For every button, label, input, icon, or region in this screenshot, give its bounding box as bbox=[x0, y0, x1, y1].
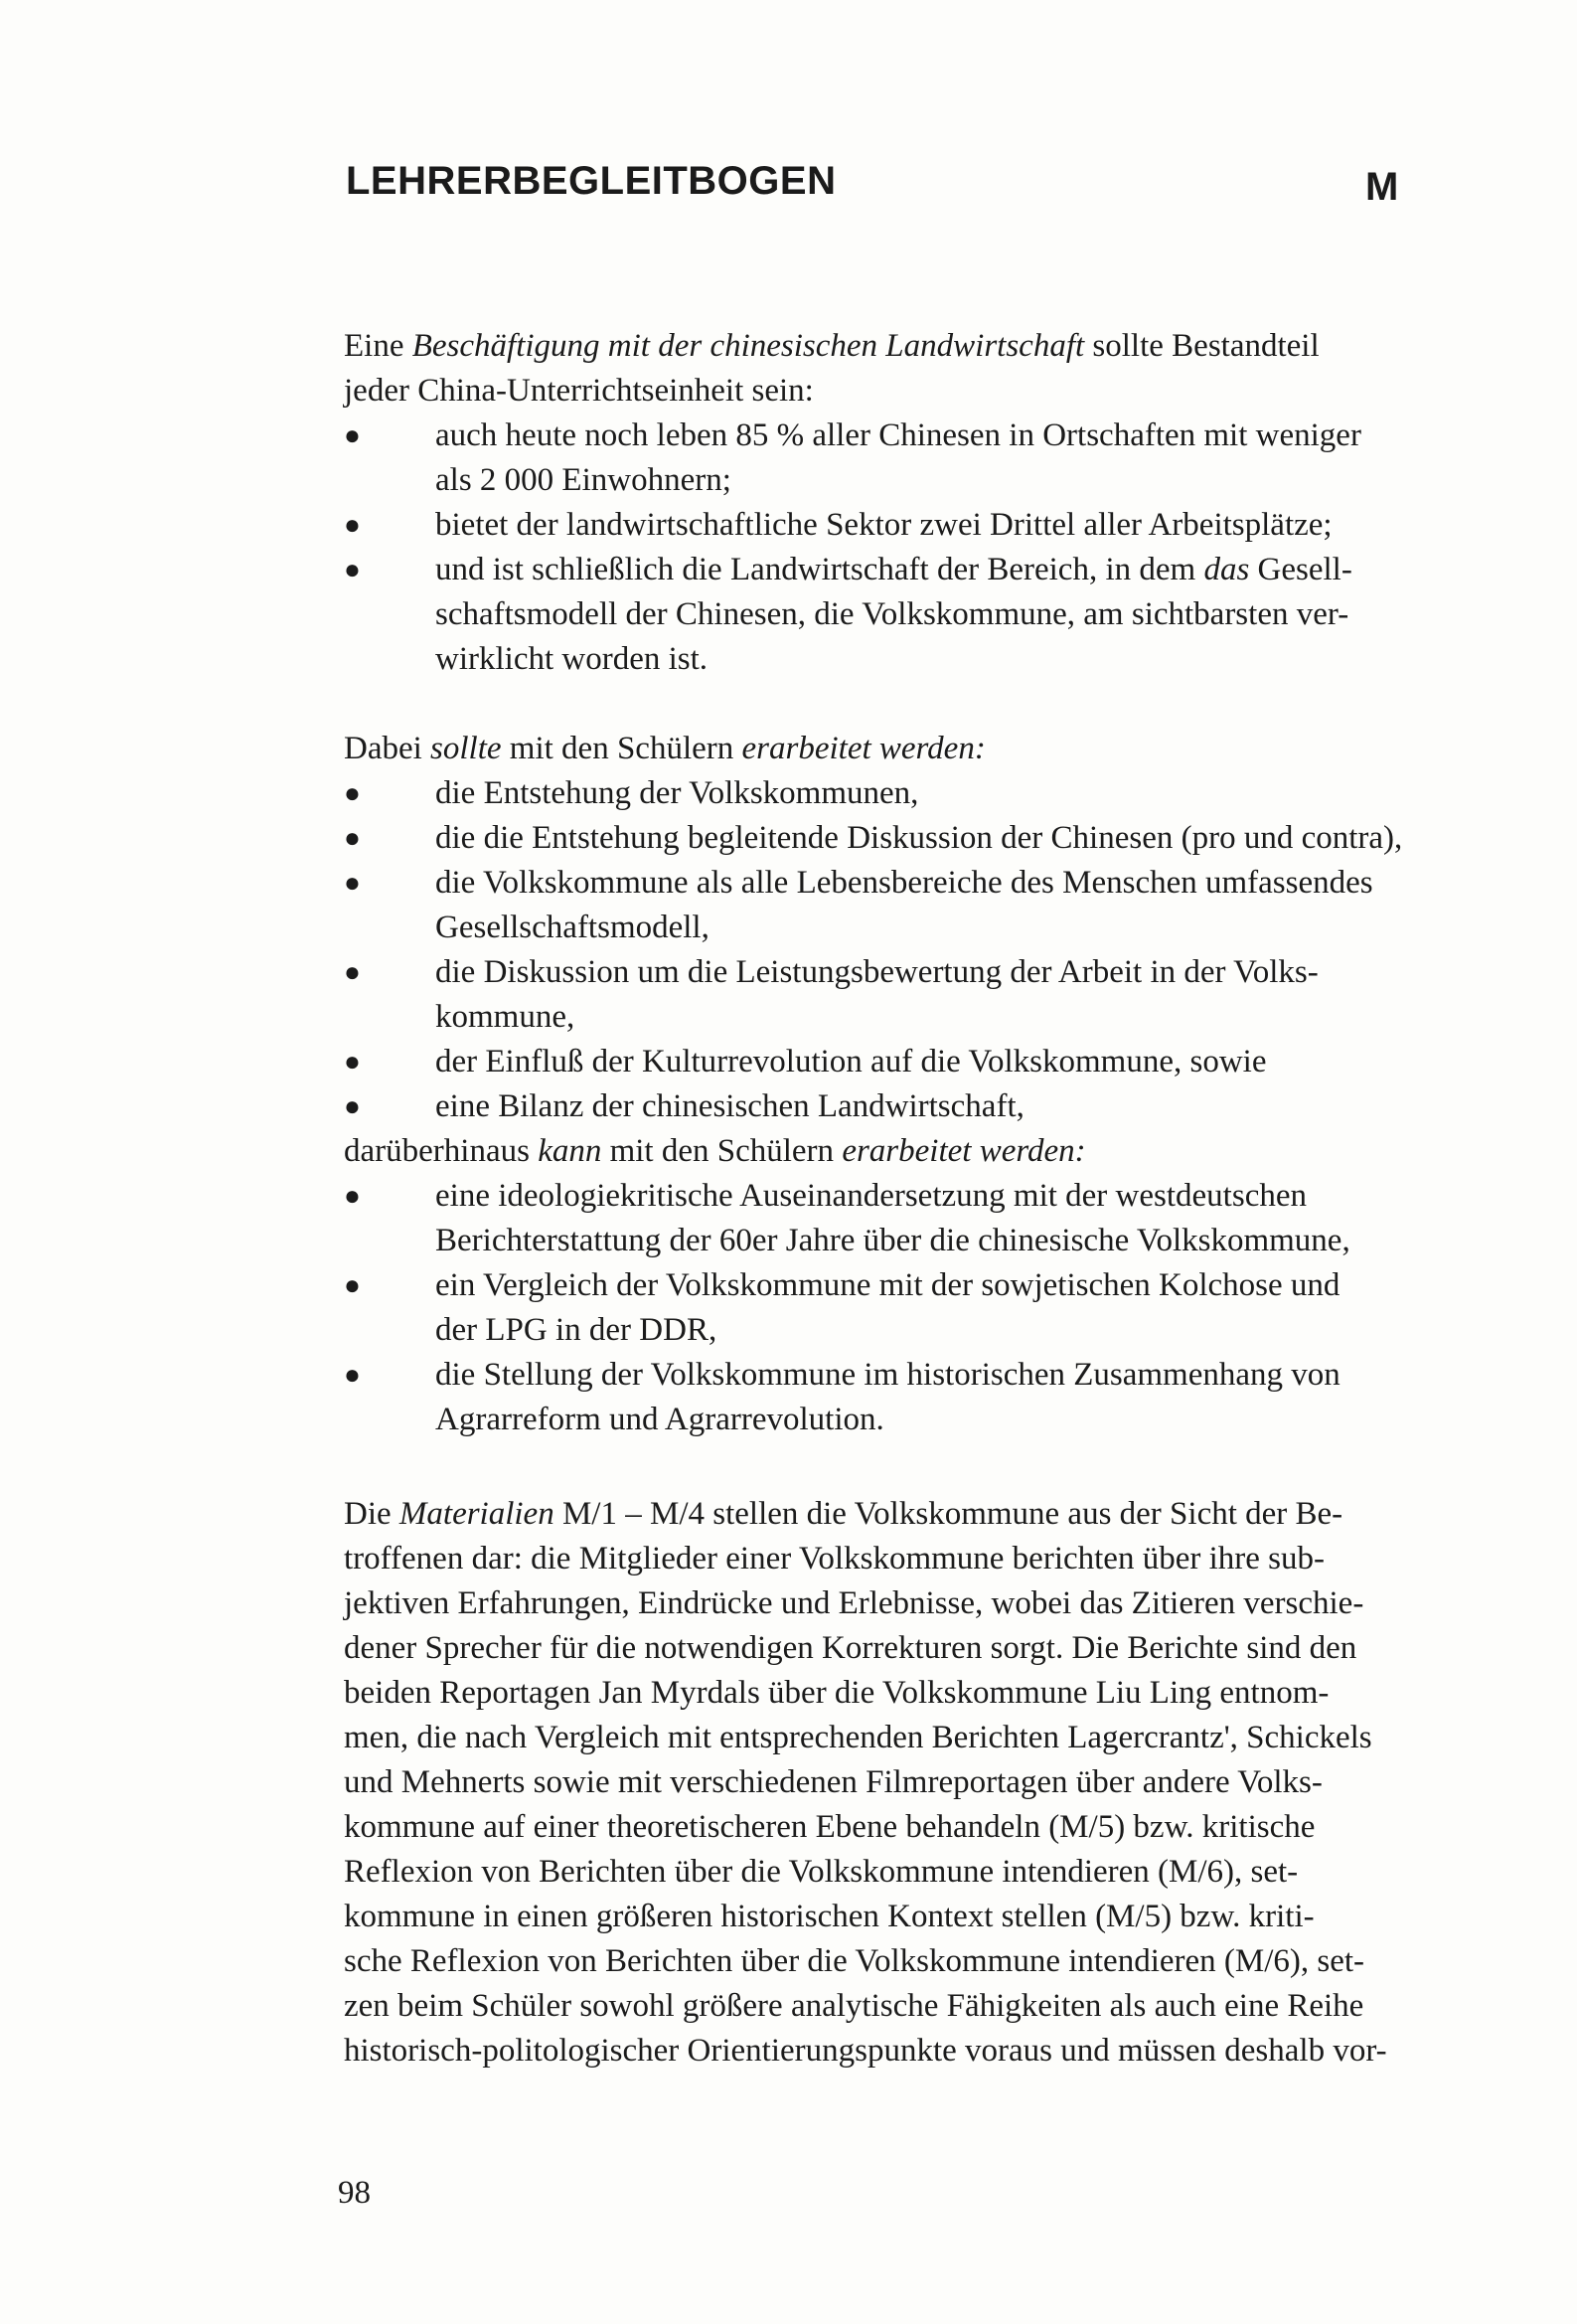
section2-optional-bullet-item: ● ein Vergleich der Volkskommune mit der sowjetischen Kolchose und der LPG in der DDR, bbox=[344, 1263, 1511, 1353]
bullet-icon: ● bbox=[344, 510, 361, 541]
page-header-title: LEHRERBEGLEITBOGEN bbox=[346, 159, 837, 203]
section3-line: jektiven Erfahrungen, Eindrücke und Erlebnisse, wobei das Zitieren verschie- bbox=[344, 1585, 1364, 1621]
bullet-icon: ● bbox=[344, 778, 361, 809]
section2-bullet-item: ● eine Bilanz der chinesischen Landwirtschaft, bbox=[344, 1084, 1511, 1129]
page-header-code: M bbox=[1365, 165, 1399, 209]
section2-bullet-item: ● der Einfluß der Kulturrevolution auf die Volkskommune, sowie bbox=[344, 1040, 1511, 1084]
bullet-icon: ● bbox=[344, 868, 361, 899]
section3-line: Reflexion von Berichten über die Volkskommune intendieren (M/6), set- bbox=[344, 1854, 1299, 1890]
bullet-icon: ● bbox=[344, 1091, 361, 1122]
intro-line-2: jeder China-Unterrichtseinheit sein: bbox=[344, 373, 814, 409]
section3-line: kommune auf einer theoretischeren Ebene behandeln (M/5) bzw. kritische bbox=[344, 1809, 1316, 1845]
bullet-icon: ● bbox=[344, 823, 361, 854]
section3-line: beiden Reportagen Jan Myrdals über die Volkskommune Liu Ling entnom- bbox=[344, 1675, 1330, 1711]
bullet-icon: ● bbox=[344, 555, 361, 585]
intro-emphasis: Beschäftigung mit der chinesischen Landwirtschaft bbox=[411, 328, 1085, 364]
bullet-icon: ● bbox=[344, 1047, 361, 1078]
section3-line-1: Die Materialien M/1 – M/4 stellen die Volkskommune aus der Sicht der Be- bbox=[344, 1496, 1343, 1532]
section3-line: kommune in einen größeren historischen Kontext stellen (M/5) bzw. kriti- bbox=[344, 1899, 1315, 1934]
section2-bullet-item: ● die Entstehung der Volkskommunen, bbox=[344, 771, 1511, 816]
section3-line: troffenen dar: die Mitglieder einer Volkskommune berichten über ihre sub- bbox=[344, 1541, 1325, 1577]
section3-line: und Mehnerts sowie mit verschiedenen Filmreportagen über andere Volks- bbox=[344, 1764, 1323, 1800]
section2-bullet-item: ● die Volkskommune als alle Lebensbereiche des Menschen umfassendes Gesellschaftsmodell, bbox=[344, 861, 1511, 950]
intro-line-1: Eine Beschäftigung mit der chinesischen Landwirtschaft sollte Bestandteil bbox=[344, 328, 1320, 364]
section3-line: zen beim Schüler sowohl größere analytische Fähigkeiten als auch eine Reihe bbox=[344, 1988, 1364, 2024]
bullet-icon: ● bbox=[344, 1270, 361, 1301]
intro-bullet-item: ● bietet der landwirtschaftliche Sektor zwei Drittel aller Arbeitsplätze; bbox=[344, 503, 1511, 548]
body-text bbox=[344, 324, 1511, 2074]
section3-line: sche Reflexion von Berichten über die Volkskommune intendieren (M/6), set- bbox=[344, 1943, 1365, 1979]
section2-bullet-item: ● die Diskussion um die Leistungsbewertung der Arbeit in der Volks- kommune, bbox=[344, 950, 1511, 1040]
section2-optional-bullet-item: ● die Stellung der Volkskommune im historischen Zusammenhang von Agrarreform und Agrarrevolution. bbox=[344, 1353, 1511, 1442]
bullet-icon: ● bbox=[344, 1181, 361, 1212]
page-number: 98 bbox=[338, 2175, 371, 2211]
intro-bullet-item: ● auch heute noch leben 85 % aller Chinesen in Ortschaften mit weniger als 2 000 Einwohnern; bbox=[344, 414, 1511, 503]
intro-bullet-item: ● und ist schließlich die Landwirtschaft der Bereich, in dem das Gesell- schaftsmodell der Chinesen, die Volkskommune, am sichtbarsten ver- wirklicht worden ist. bbox=[344, 548, 1511, 682]
section3-line: dener Sprecher für die notwendigen Korrekturen sorgt. Die Berichte sind den bbox=[344, 1630, 1357, 1666]
section3-line: men, die nach Vergleich mit entsprechenden Berichten Lagercrantz', Schickels bbox=[344, 1720, 1372, 1755]
bullet-icon: ● bbox=[344, 420, 361, 451]
section3-line: historisch-politologischer Orientierungspunkte voraus und müssen deshalb vor- bbox=[344, 2033, 1387, 2069]
section2-bullet-item: ● die die Entstehung begleitende Diskussion der Chinesen (pro und contra), bbox=[344, 816, 1511, 861]
bullet-icon: ● bbox=[344, 957, 361, 988]
section2-lead: Dabei sollte mit den Schülern erarbeitet werden: bbox=[344, 731, 986, 766]
section2-follow: darüberhinaus kann mit den Schülern erarbeitet werden: bbox=[344, 1133, 1086, 1169]
bullet-icon: ● bbox=[344, 1360, 361, 1391]
section2-optional-bullet-item: ● eine ideologiekritische Auseinandersetzung mit der westdeutschen Berichterstattung der 60er Jahre über die chinesische Volkskommune, bbox=[344, 1174, 1511, 1263]
